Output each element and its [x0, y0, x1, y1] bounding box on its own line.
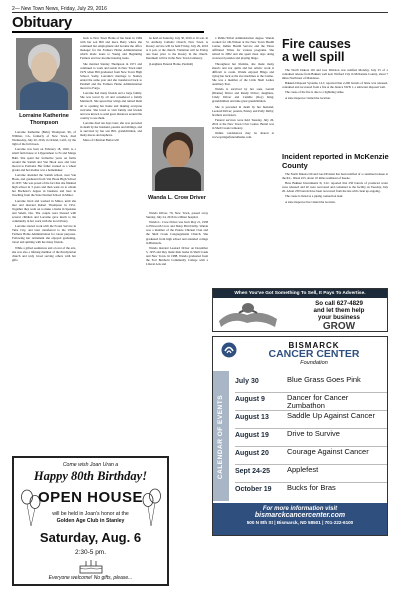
title-line: BISMARCK — [288, 341, 340, 350]
driver-text-continued — [212, 36, 274, 284]
calendar-side-label: CALENDAR OF EVENTS — [217, 394, 224, 480]
ad-line: your business — [318, 313, 360, 321]
event-name: Courage Against Cancer — [287, 447, 369, 456]
paragraph: While a gifted seamstress and a lover of the arts, she was also a lifelong member of the Presbyterian church and truly loved serving others with her gifts. — [12, 245, 76, 262]
fire-headline-line2: a well spill — [282, 50, 345, 64]
event-date: Sept 24-25 — [235, 468, 271, 475]
event-name: Saddle Up Against Cancer — [287, 411, 375, 420]
ad-phone-text — [291, 301, 387, 321]
thompson-text — [12, 130, 76, 450]
fire-text — [282, 68, 388, 150]
obituary-rule — [12, 31, 204, 33]
paragraph: Wanda is survived by her sons, Gerald (Dianne) Driver and Randy Driver; daughters, Cindy Driver and Camille (Roy) King; grandchildren and nine great grandchildren. — [212, 87, 274, 104]
handshake-icon — [217, 301, 279, 331]
ad-line: and let them help — [313, 306, 365, 314]
paragraph: A state inspector has visited the location. — [285, 199, 336, 204]
event-row — [235, 465, 387, 483]
paragraph: Online condolences may be shared at www.springerfuneralhome.com. — [212, 131, 274, 140]
paragraph: Bakken Disposal Systems, LLC reported that 2,200 barrels of brine was released, contained and recovered from a fire at the Jessica SWD 1, a saltwater disposal well. — [282, 81, 388, 90]
paragraph: The cause is listed as a piping connection leak. — [285, 194, 343, 199]
ad-banner: When You've Got Something To Sell, It Pays To Advertise. — [213, 289, 387, 298]
thompson-photo — [16, 38, 72, 110]
event-name: Bucks for Bras — [287, 483, 336, 492]
paragraph: Wanda L. Crow Driver was born May 21, 1938 to Ellsworth Crow and Daisy Bird Dalby. Wanda was a member of the Prairie Chicken Clan and the Shell Creek Congregational Church. She graduated from high school and attended college in Bismarck. — [146, 220, 208, 245]
paragraph: She is preceded in death by her husband, Leonard Driver; parents, Ensley and Polly Dalby; brothers and sisters. — [212, 104, 274, 117]
paragraph: (Langhans Funeral Home, Parshall) — [149, 61, 194, 66]
event-date: August 19 — [235, 432, 269, 439]
service-text — [146, 36, 208, 124]
driver-caption: Wanda L. Crow Driver — [148, 195, 206, 201]
obituary-title: Obituary — [12, 14, 73, 31]
thompson-caption: Lorraine Katherine Thompson — [19, 113, 69, 126]
party-headline: Happy 80th Birthday! — [33, 469, 148, 483]
driver-photo — [152, 127, 204, 191]
paragraph: Lorraine Katherine (Bahr) Thompson, 96, of Willmar, CA, formerly of New Town, died Wednesday, July 20, 2016, in Orland, Calif., by the light of the full moon. — [12, 130, 76, 147]
thompson-text-continued — [80, 36, 142, 446]
event-date: August 13 — [235, 414, 269, 421]
address-line: 500 N 8th St | Bismarck, ND 58501 | 701-222-6100 — [246, 520, 354, 525]
event-row — [235, 393, 387, 411]
open-house-title: OPEN HOUSE — [37, 489, 144, 506]
paragraph: be held on Saturday, July 30, 2016 at 10 a.m. in St. Anthony Catholic Church, New Town. A Rosary service will be held Friday, July 29, 2016 at 6 p.m. at the church. Visitation will be Friday one hour prior to the Rosary in the church. Interment will be in the New Town Cemetery. — [146, 36, 208, 61]
fire-headline — [282, 38, 390, 64]
event-row — [235, 375, 387, 393]
paragraph: Wanda Driver, 79, New Town, passed away Sunday, July 24, 2016 in a Minot hospital. — [146, 211, 208, 220]
party-line: will be held in Joan's honor at the — [52, 511, 129, 517]
event-date: October 19 — [235, 486, 272, 493]
website-link[interactable]: bismarckcancercenter.com — [254, 512, 346, 519]
event-date: August 20 — [235, 450, 269, 457]
cancer-center-title — [241, 341, 387, 368]
paragraph: Lorraine died ten days later; she was preceded in death by her husband, parents and siblings, and is survived by her son Bill, grandchildren, and many nieces and nephews. — [80, 120, 142, 138]
paragraph: Mass of Christian Burial will — [83, 138, 120, 143]
party-location — [14, 511, 167, 525]
event-row — [235, 429, 387, 447]
cancer-center-ad — [212, 336, 388, 536]
event-date: August 9 — [235, 396, 265, 403]
event-name: Blue Grass Goes Pink — [287, 375, 361, 384]
paragraph: back to New Town Home of her heart in 1969 with her son Bill and niece Betty where she continued her employment and became the office manager for the Farmers Home Administration which made loans to Young and Beginning Farmers and low income housing loans. — [80, 36, 142, 61]
driver-text — [146, 211, 208, 447]
fire-headline-line1: Fire causes — [282, 37, 351, 51]
paragraph: The cause of the fire is due to a lightning strike. — [285, 90, 345, 95]
paragraph: A state inspector visited the location. — [285, 95, 331, 100]
party-footer: Everyone welcome! No gifts, please... — [48, 575, 133, 581]
paragraph: She married Stanley Thompson in 1971 and continued to work and reside in New Town until 1979 when Bill graduated from New Town High School. Sadly, Lorraine's marriage to Stanley ended the same year and she transferred back to Parshall and the Farmers Home Administration moved to Fargo. — [80, 61, 142, 91]
party-intro: Come wish Joan Uran a — [62, 462, 119, 468]
party-line: Golden Age Club in Stanley — [56, 518, 125, 524]
party-date: Saturday, Aug. 6 — [39, 530, 142, 545]
paragraph: The North Dakota Oil and Gas Division was notified Monday, July 25 of a contained release from Bakken well near Watford City in McKenzie County, about 7 miles Northwest of Mandaree. — [282, 68, 388, 81]
ad-phone: So call 627-4829 — [315, 300, 363, 307]
paragraph: Hess Bakken Investments II, LLC reported that 250 barrels of produced water were released and 20 were recovered and contained to the facility on Tuesday, July 26. About 230 barrels have been recovered from the site with clean up ongoing. — [282, 181, 388, 194]
paragraph: Lorraine started work with the Forest Service in Tuba City, and later transferred to the USDA Farmers Home Administration for career purposes. Following her retirement she enjoyed gardening, travel and quilting with her many friends. — [12, 224, 76, 245]
calendar-side-bar — [213, 371, 229, 501]
paragraph: Lorraine lived and worked in Minot, until she met and married Robert Thompson in 1951. Together they went on to make a home in Spokane and Salem, Ore. The couple were blessed with several children and Lorraine gave much to the community in her work with the local library. — [12, 198, 76, 223]
cancer-center-footer — [213, 503, 387, 535]
event-row — [235, 447, 387, 465]
event-row — [235, 411, 387, 429]
event-row — [235, 483, 387, 500]
title-subtitle: Foundation — [300, 360, 328, 366]
title-line: CANCER CENTER — [268, 348, 360, 360]
fire-subhead: Incident reported in McKenzie County — [282, 152, 389, 170]
advertising-ad — [212, 288, 388, 332]
paragraph: Lorraine attended the Sanish school, near Van Hook, and graduated from Van Hook High School in 1937. She was proud of the fact that she finished high school in 3 years and then went on to obtain her Bachelor's degree in business and later in Teaching from the State Normal School in Minot. — [12, 172, 76, 198]
birthday-open-house-ad — [12, 456, 169, 586]
paragraph: Lorraine had many friends and a large family. She was loved by all and considered a family Matriarch. She spread her wings and turned them all to opening her home and making everyone welcome. She loved to visit family and friends and was known to send great distances around the country to see them. — [80, 91, 142, 120]
fire-text-2 — [282, 172, 388, 282]
event-date: July 30 — [235, 378, 259, 385]
paragraph: The North Dakota Oil and Gas Division has been notified of a contained release at the R.L. Olson #15, about 10 miles southeast of Keene. — [282, 172, 388, 181]
paragraph: Wanda married Leonard Driver on December 5, 1955 and they made their home in Shell Creek and New Town. In 1988, Wanda graduated from the Fort Berthold Community College with a Liberal Arts and — [146, 245, 208, 267]
cancer-center-logo-icon — [221, 342, 237, 358]
header-rule — [12, 12, 388, 13]
paragraph: a Public/Tribal Administration degree. Wanda worked for Oh-Wilson at the New Town Health Center, Indian Health Service and the Three Affiliated Tribes for various programs. She retired in 2002 and she spent most days doing crossword puzzles and playing bingo. — [212, 36, 274, 61]
cake-icon — [76, 558, 106, 574]
paragraph: Lorraine was born on February 18, 1920, to a small farm house at Lilypotsmeet to Fe and Marge Bahr. She spent her formative years on farms around the Sanish and Van Hook area and later moved to Portland. Her father worked as a wheat grader and her mother was a homemaker. — [12, 147, 76, 172]
event-name: Dancer for Cancer Zumbathon — [287, 393, 349, 410]
event-name: Applefest — [287, 465, 319, 474]
paragraph: Throughout her lifetime, she made many shawls and star quilts and her artistic work is difficult to count. Wanda enjoyed Bingo and trying her luck at the slot machines at the Casino. She was a member of the Little Shell Ladies Auxiliary Post. — [212, 61, 274, 87]
more-info-label: For more information visit — [262, 506, 338, 512]
party-time: 2:30-5 pm. — [74, 549, 107, 556]
paragraph: Funeral services were held Tuesday, July 26, 2016 at the New Town Civic Center. Burial was in Shell Creek Cemetery. — [212, 117, 274, 130]
event-name: Drive to Survive — [287, 429, 340, 438]
page-header: 2— New Town News, Friday, July 29, 2016 — [12, 6, 107, 12]
ad-grow-word: GROW — [322, 321, 356, 332]
